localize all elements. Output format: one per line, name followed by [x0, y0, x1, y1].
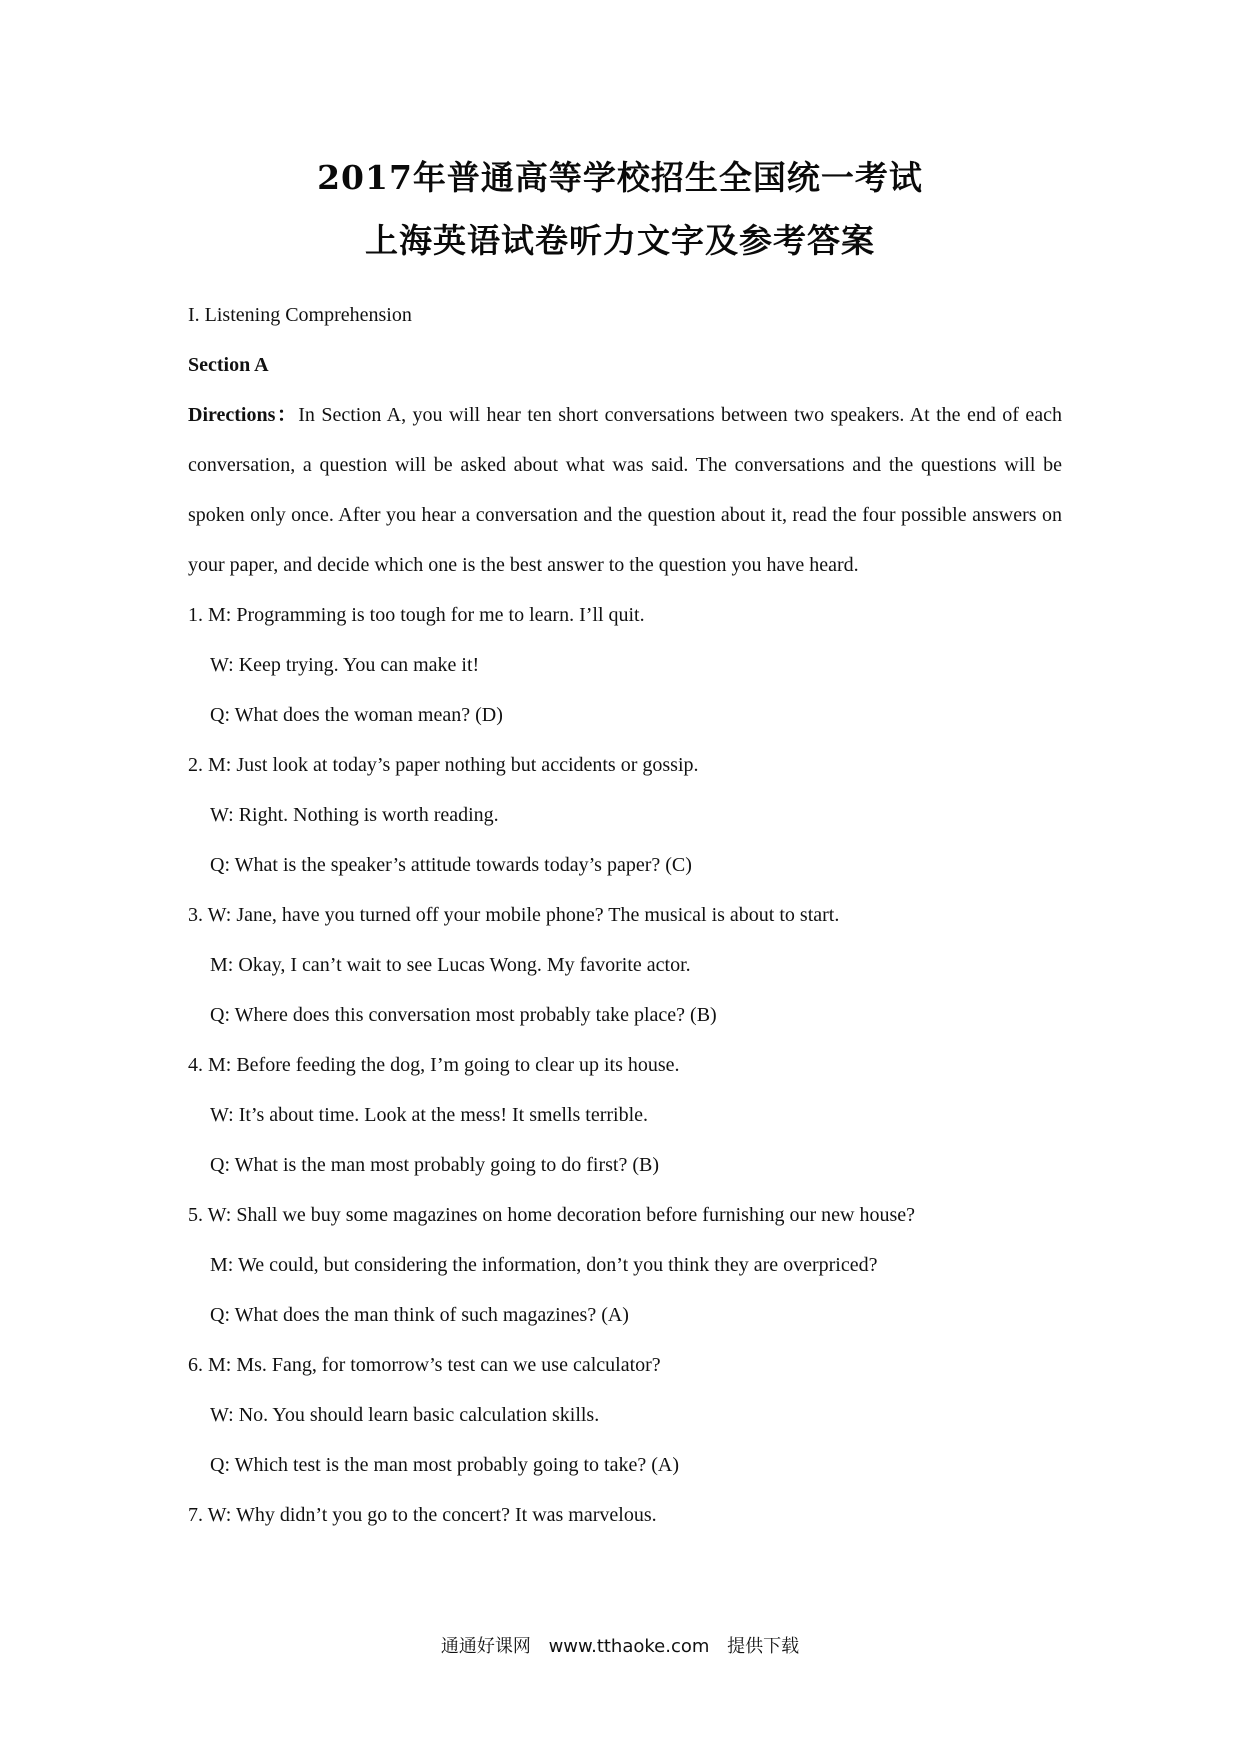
directions-text: In Section A, you will hear ten short conversations between two speakers. At the end of each conversation, a question will be asked about what was said. The conversations and the questions will be spoken only once. After you hear a conversation and the question about it, read the four possible answers on your paper, and decide which one is the best answer to the question you have heard.: [188, 404, 1062, 576]
conversation-item-3: [188, 890, 1062, 1040]
conversation-item-1: [188, 590, 1062, 740]
item-question: Q: What is the man most probably going to do first? (B): [210, 1154, 660, 1176]
item-first-line: 2. M: Just look at today’s paper nothing but accidents or gossip.: [188, 754, 699, 776]
item-first-line: 6. M: Ms. Fang, for tomorrow’s test can we use calculator?: [188, 1354, 661, 1376]
item-second-line: M: We could, but considering the information, don’t you think they are overpriced?: [210, 1254, 878, 1276]
title-line-1: 2017年普通高等学校招生全国统一考试: [317, 158, 923, 197]
item-question: Q: What does the woman mean? (D): [210, 704, 503, 726]
conversation-item-7-first-line: 7. W: Why didn’t you go to the concert? It was marvelous.: [188, 1504, 657, 1526]
item-first-line: 3. W: Jane, have you turned off your mobile phone? The musical is about to start.: [188, 904, 840, 926]
part-heading: I. Listening Comprehension: [188, 304, 412, 326]
item-question: Q: Which test is the man most probably going to take? (A): [210, 1454, 679, 1476]
title-block: [0, 158, 1240, 261]
document-body: [188, 290, 1062, 1540]
section-heading: Section A: [188, 354, 269, 376]
item-first-line: 1. M: Programming is too tough for me to learn. I’ll quit.: [188, 604, 645, 626]
conversation-item-4: [188, 1040, 1062, 1190]
item-second-line: W: Right. Nothing is worth reading.: [210, 804, 499, 826]
item-first-line: 4. M: Before feeding the dog, I’m going to clear up its house.: [188, 1054, 680, 1076]
title-line-2: 上海英语试卷听力文字及参考答案: [365, 221, 875, 260]
item-second-line: W: Keep trying. You can make it!: [210, 654, 480, 676]
directions-label: Directions: [188, 404, 276, 426]
item-first-line: 5. W: Shall we buy some magazines on home decoration before furnishing our new house?: [188, 1204, 916, 1226]
item-question: Q: What does the man think of such magazines? (A): [210, 1304, 629, 1326]
item-second-line: W: No. You should learn basic calculation skills.: [210, 1404, 600, 1426]
conversation-item-5: [188, 1190, 1062, 1340]
item-second-line: W: It’s about time. Look at the mess! It smells terrible.: [210, 1104, 649, 1126]
item-question: Q: What is the speaker’s attitude towards today’s paper? (C): [210, 854, 692, 876]
item-second-line: M: Okay, I can’t wait to see Lucas Wong. My favorite actor.: [210, 954, 691, 976]
footer-url[interactable]: www.tthaoke.com: [548, 1636, 710, 1657]
conversation-item-2: [188, 740, 1062, 890]
page-footer: [0, 1632, 1240, 1658]
directions-colon: ：: [275, 404, 299, 426]
footer-site-name: 通通好课网: [440, 1636, 531, 1657]
directions-paragraph: [188, 390, 1062, 590]
conversation-item-6: [188, 1340, 1062, 1490]
footer-suffix: 提供下载: [727, 1636, 800, 1657]
item-question: Q: Where does this conversation most probably take place? (B): [210, 1004, 717, 1026]
